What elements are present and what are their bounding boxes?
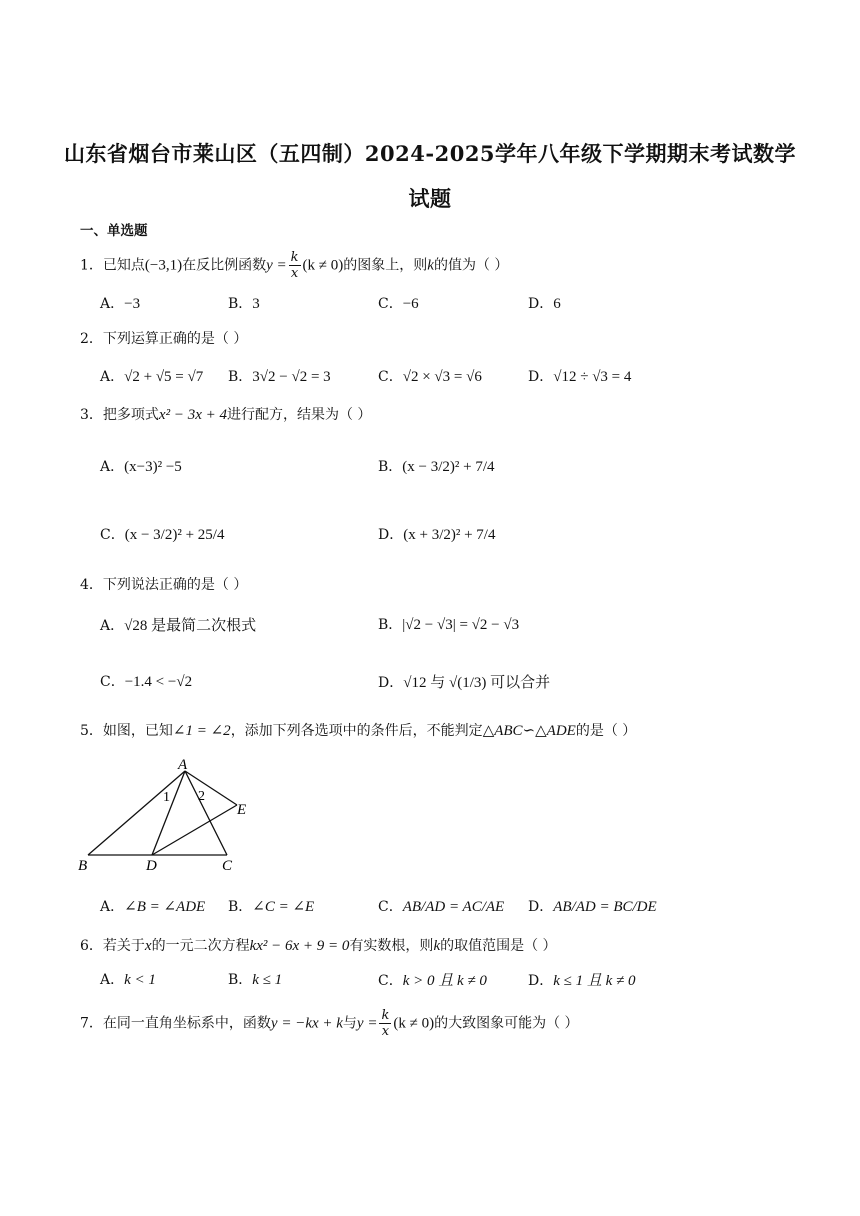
question-number: 7． [80,1015,103,1032]
point-label-c: C [222,858,233,874]
question-text: 有实数根，则 [349,938,434,954]
document-title-line1: 山东省烟台市莱山区（五四制）2024-2025学年八年级下学期期末考试数学 [63,141,797,166]
section-heading: 一、单选题 [80,223,148,239]
question-text: ，添加下列各选项中的条件后，不能判定 [230,723,483,739]
point-label-d: D [146,858,157,874]
question-text: 的取值范围是（ ） [440,938,557,954]
segment-de [152,805,237,855]
angle-label-2: 2 [198,789,205,804]
question-text: 的大致图象可能为（ ） [434,1015,579,1032]
angle-label-1: 1 [163,790,170,805]
question-text: 的是（ ） [575,723,637,739]
q5-option-d[interactable]: D．AB/AD = BC/DE [528,899,657,915]
question-number: 2． [80,331,103,347]
question-7 [80,1008,579,1039]
question-text: 的值为（ ） [433,257,509,274]
question-number: 3． [80,407,103,423]
q3-option-b[interactable]: B．(x − 3/2)² + 7/4 [378,459,495,475]
question-number: 1． [80,257,103,274]
q1-option-a[interactable]: A．−3 [100,296,141,312]
q1-option-d[interactable]: D．6 [528,296,561,312]
question-3 [80,404,371,424]
question-text: 在反比例函数 [182,257,267,274]
math-var: x [144,938,152,954]
q3-option-c[interactable]: C．(x − 3/2)² + 25/4 [100,527,225,543]
q6-option-b[interactable]: B．k ≤ 1 [228,972,283,988]
q3-option-d[interactable]: D．(x + 3/2)² + 7/4 [378,527,496,543]
q4-option-d[interactable]: D．√12 与 √(1/3) 可以合并 [378,675,551,691]
question-text: 的图象上，则 [343,257,428,274]
math-polynomial: x² − 3x + 4 [158,407,227,423]
question-text: 已知点 [102,257,145,274]
q2-option-b[interactable]: B．3√2 − √2 = 3 [228,369,331,385]
math-expr: y = [266,257,287,274]
math-var: k [433,938,441,954]
question-text: 若关于 [102,938,145,954]
question-5 [80,720,636,740]
point-label-a: A [178,757,188,773]
q6-option-a[interactable]: A．k < 1 [100,972,156,988]
math-fraction: $\frac{k}{x}$ [381,1008,390,1039]
q2-option-d[interactable]: D．√12 ÷ √3 = 4 [528,369,632,385]
question-text: 与 [342,1015,357,1032]
math-function: y = −kx + k [270,1015,343,1032]
question-text: 如图，已知 [102,723,173,739]
math-condition: (k ≠ 0) [302,257,344,274]
q2-option-a[interactable]: A．√2 + √5 = √7 [100,369,204,385]
math-similarity: △ABC∽△ADE [482,723,576,739]
q3-option-a[interactable]: A．(x−3)² −5 [100,459,182,475]
point-label-e: E [237,802,247,818]
q5-option-a[interactable]: A．∠B = ∠ADE [100,899,206,915]
q4-option-b[interactable]: B．|√2 − √3| = √2 − √3 [378,617,520,633]
math-condition: (k ≠ 0) [393,1015,435,1032]
question-4 [80,574,247,594]
question-number: 6． [80,938,103,954]
question-number: 5． [80,723,103,739]
q1-option-b[interactable]: B．3 [228,296,260,312]
q6-option-c[interactable]: C．k > 0 且 k ≠ 0 [378,973,487,989]
question-text: 在同一直角坐标系中，函数 [102,1015,271,1032]
q2-option-c[interactable]: C．√2 × √3 = √6 [378,369,482,385]
segment-ac [185,771,227,855]
question-1 [80,250,508,281]
question-text: 下列说法正确的是（ ） [102,577,248,593]
math-fraction: $\frac{k}{x}$ [290,250,299,281]
q4-option-a[interactable]: A．√28 是最简二次根式 [100,618,257,634]
q4-option-c[interactable]: C．−1.4 < −√2 [100,674,193,690]
segment-ab [88,771,185,855]
math-given: ∠1 = ∠2 [172,723,231,739]
segment-ad [152,771,185,855]
question-text: 的一元二次方程 [151,938,250,954]
q5-option-b[interactable]: B．∠C = ∠E [228,899,315,915]
question-2 [80,328,247,348]
question-text: 进行配方，结果为（ ） [226,407,372,423]
question-number: 4． [80,577,103,593]
point-label-b: B [78,858,88,874]
q1-option-c[interactable]: C．−6 [378,296,419,312]
question-6 [80,935,557,955]
math-expr: y = [356,1015,378,1032]
q6-option-d[interactable]: D．k ≤ 1 且 k ≠ 0 [528,973,636,989]
question-text: 把多项式 [102,407,159,423]
math-equation: kx² − 6x + 9 = 0 [249,938,350,954]
math-point: (−3,1) [144,257,183,274]
q5-option-c[interactable]: C．AB/AD = AC/AE [378,899,505,915]
question-text: 下列运算正确的是（ ） [102,331,248,347]
math-var: k [427,257,434,274]
q5-triangle-figure [74,752,264,874]
document-title-line2: 试题 [408,186,452,211]
